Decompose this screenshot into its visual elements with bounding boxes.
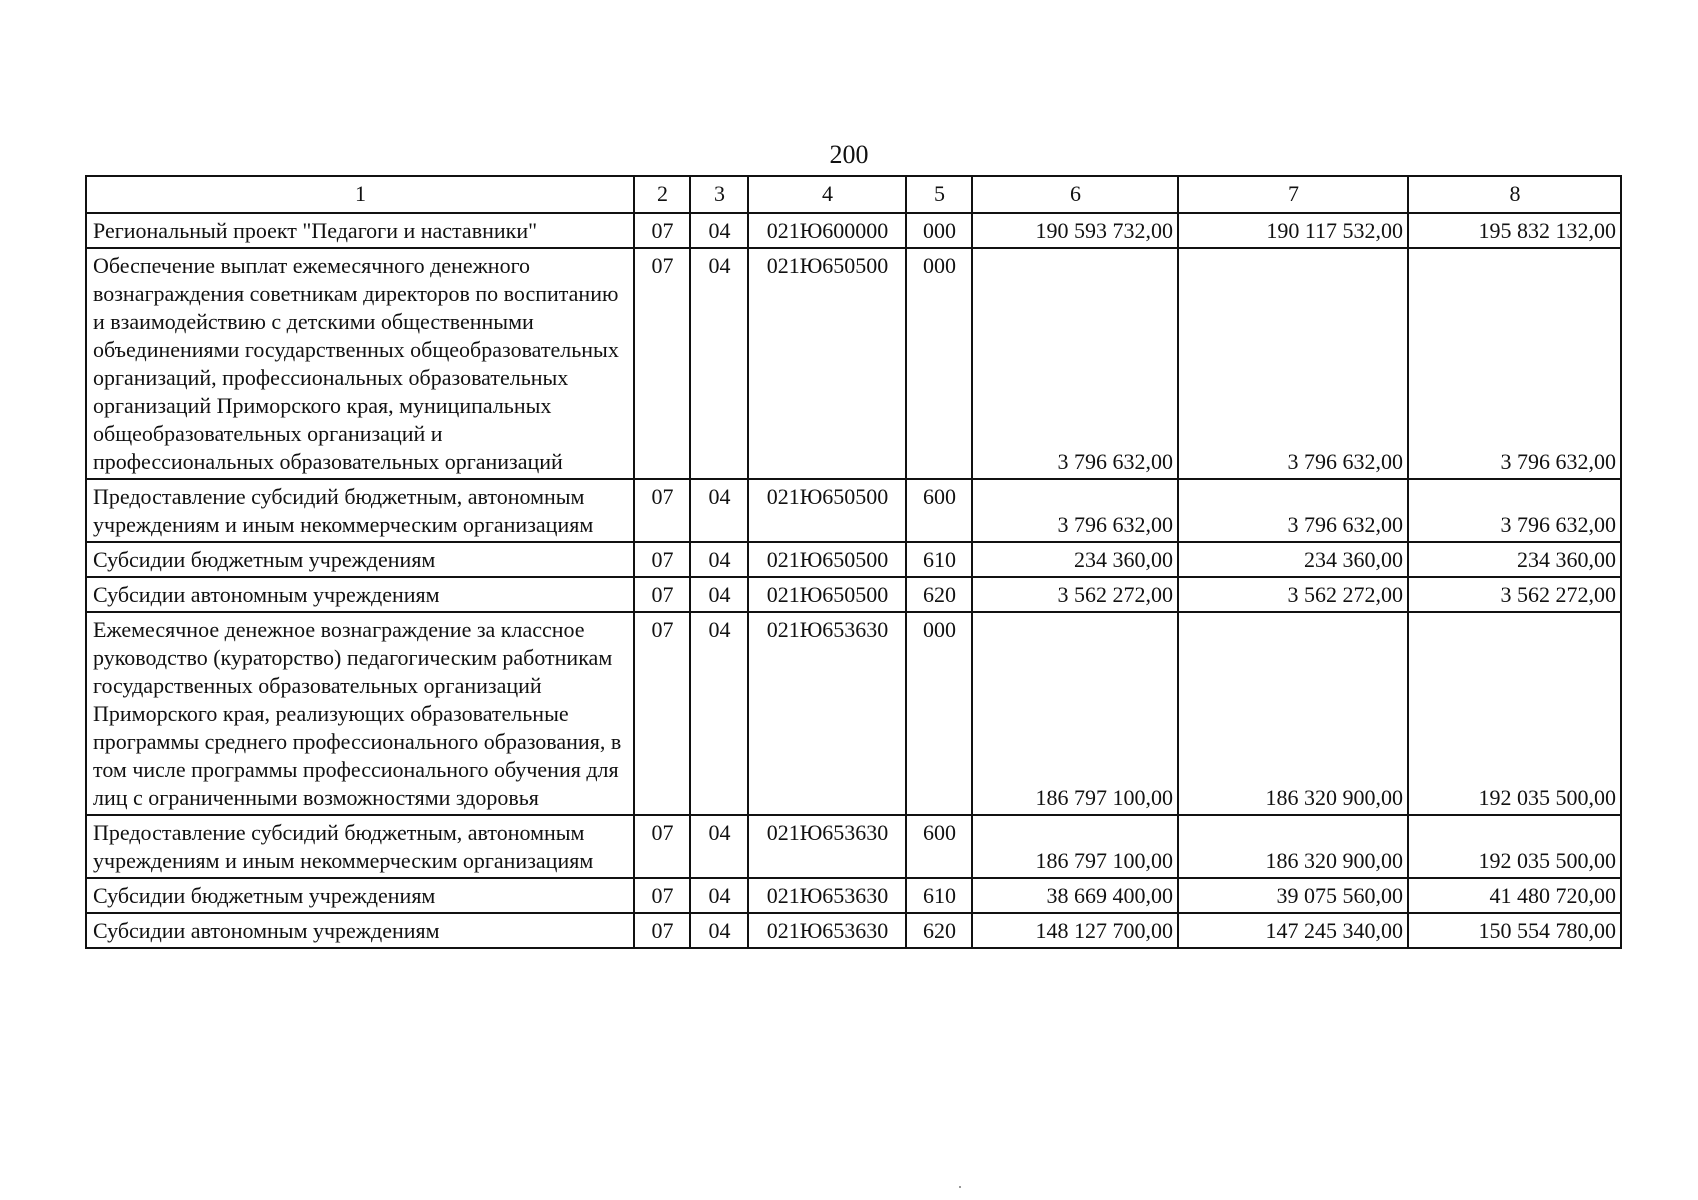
scan-speck — [959, 1186, 961, 1188]
amount-col8: 3 796 632,00 — [1408, 479, 1621, 542]
target-article-code: 021Ю653630 — [748, 612, 906, 815]
amount-col6: 234 360,00 — [972, 542, 1178, 577]
amount-col8: 150 554 780,00 — [1408, 913, 1621, 948]
subsection-code: 04 — [690, 913, 748, 948]
header-cell: 1 — [86, 176, 634, 213]
subsection-code: 04 — [690, 612, 748, 815]
table-row — [86, 612, 1621, 815]
row-name: Ежемесячное денежное вознаграждение за классное руководство (кураторство) педагогическим работникам государственных образовательных организаций Приморского края, реализующих образовательные программы среднего профессионального образования, в том числе программы профессионального обучения для лиц с ограниченными возможностями здоровья — [86, 612, 634, 815]
target-article-code: 021Ю600000 — [748, 213, 906, 248]
table-row — [86, 913, 1621, 948]
amount-col8: 41 480 720,00 — [1408, 878, 1621, 913]
amount-col8: 192 035 500,00 — [1408, 612, 1621, 815]
section-code: 07 — [634, 213, 690, 248]
page-number: 200 — [829, 140, 869, 169]
expense-type-code: 000 — [906, 612, 972, 815]
section-code: 07 — [634, 612, 690, 815]
target-article-code: 021Ю653630 — [748, 913, 906, 948]
table-header-row — [86, 176, 1621, 213]
row-name: Предоставление субсидий бюджетным, автономным учреждениям и иным некоммерческим организациям — [86, 815, 634, 878]
amount-col6: 190 593 732,00 — [972, 213, 1178, 248]
amount-col7: 186 320 900,00 — [1178, 815, 1408, 878]
amount-col7: 190 117 532,00 — [1178, 213, 1408, 248]
amount-col8: 195 832 132,00 — [1408, 213, 1621, 248]
table-row — [86, 542, 1621, 577]
section-code: 07 — [634, 878, 690, 913]
amount-col6: 186 797 100,00 — [972, 815, 1178, 878]
header-cell: 6 — [972, 176, 1178, 213]
header-cell: 8 — [1408, 176, 1621, 213]
amount-col6: 148 127 700,00 — [972, 913, 1178, 948]
amount-col8: 3 562 272,00 — [1408, 577, 1621, 612]
amount-col8: 192 035 500,00 — [1408, 815, 1621, 878]
subsection-code: 04 — [690, 815, 748, 878]
amount-col6: 3 796 632,00 — [972, 248, 1178, 479]
subsection-code: 04 — [690, 248, 748, 479]
expense-type-code: 610 — [906, 542, 972, 577]
budget-table — [85, 175, 1622, 949]
row-name: Предоставление субсидий бюджетным, автономным учреждениям и иным некоммерческим организациям — [86, 479, 634, 542]
expense-type-code: 600 — [906, 479, 972, 542]
amount-col6: 38 669 400,00 — [972, 878, 1178, 913]
amount-col7: 3 796 632,00 — [1178, 479, 1408, 542]
amount-col8: 234 360,00 — [1408, 542, 1621, 577]
section-code: 07 — [634, 479, 690, 542]
target-article-code: 021Ю653630 — [748, 815, 906, 878]
target-article-code: 021Ю650500 — [748, 479, 906, 542]
expense-type-code: 620 — [906, 577, 972, 612]
expense-type-code: 600 — [906, 815, 972, 878]
amount-col6: 3 796 632,00 — [972, 479, 1178, 542]
header-cell: 4 — [748, 176, 906, 213]
row-name: Субсидии автономным учреждениям — [86, 577, 634, 612]
row-name: Региональный проект "Педагоги и наставники" — [86, 213, 634, 248]
target-article-code: 021Ю650500 — [748, 542, 906, 577]
row-name: Субсидии бюджетным учреждениям — [86, 542, 634, 577]
target-article-code: 021Ю650500 — [748, 577, 906, 612]
header-cell: 2 — [634, 176, 690, 213]
section-code: 07 — [634, 248, 690, 479]
table-row — [86, 479, 1621, 542]
amount-col7: 39 075 560,00 — [1178, 878, 1408, 913]
subsection-code: 04 — [690, 479, 748, 542]
row-name: Обеспечение выплат ежемесячного денежного вознаграждения советникам директоров по воспитанию и взаимодействию с детскими общественными объединениями государственных общеобразовательных организаций, профессиональных образовательных организаций Приморского края, муниципальных общеобразовательных организаций и профессиональных образовательных организаций — [86, 248, 634, 479]
amount-col8: 3 796 632,00 — [1408, 248, 1621, 479]
section-code: 07 — [634, 577, 690, 612]
amount-col6: 3 562 272,00 — [972, 577, 1178, 612]
table-row — [86, 815, 1621, 878]
section-code: 07 — [634, 913, 690, 948]
target-article-code: 021Ю653630 — [748, 878, 906, 913]
header-cell: 3 — [690, 176, 748, 213]
expense-type-code: 000 — [906, 248, 972, 479]
table-row — [86, 878, 1621, 913]
section-code: 07 — [634, 815, 690, 878]
header-cell: 5 — [906, 176, 972, 213]
table-row — [86, 577, 1621, 612]
row-name: Субсидии автономным учреждениям — [86, 913, 634, 948]
amount-col7: 234 360,00 — [1178, 542, 1408, 577]
amount-col7: 147 245 340,00 — [1178, 913, 1408, 948]
expense-type-code: 620 — [906, 913, 972, 948]
target-article-code: 021Ю650500 — [748, 248, 906, 479]
subsection-code: 04 — [690, 878, 748, 913]
amount-col7: 186 320 900,00 — [1178, 612, 1408, 815]
subsection-code: 04 — [690, 542, 748, 577]
subsection-code: 04 — [690, 213, 748, 248]
expense-type-code: 000 — [906, 213, 972, 248]
subsection-code: 04 — [690, 577, 748, 612]
row-name: Субсидии бюджетным учреждениям — [86, 878, 634, 913]
amount-col7: 3 562 272,00 — [1178, 577, 1408, 612]
amount-col7: 3 796 632,00 — [1178, 248, 1408, 479]
header-cell: 7 — [1178, 176, 1408, 213]
table-row — [86, 248, 1621, 479]
table-row — [86, 213, 1621, 248]
amount-col6: 186 797 100,00 — [972, 612, 1178, 815]
expense-type-code: 610 — [906, 878, 972, 913]
section-code: 07 — [634, 542, 690, 577]
